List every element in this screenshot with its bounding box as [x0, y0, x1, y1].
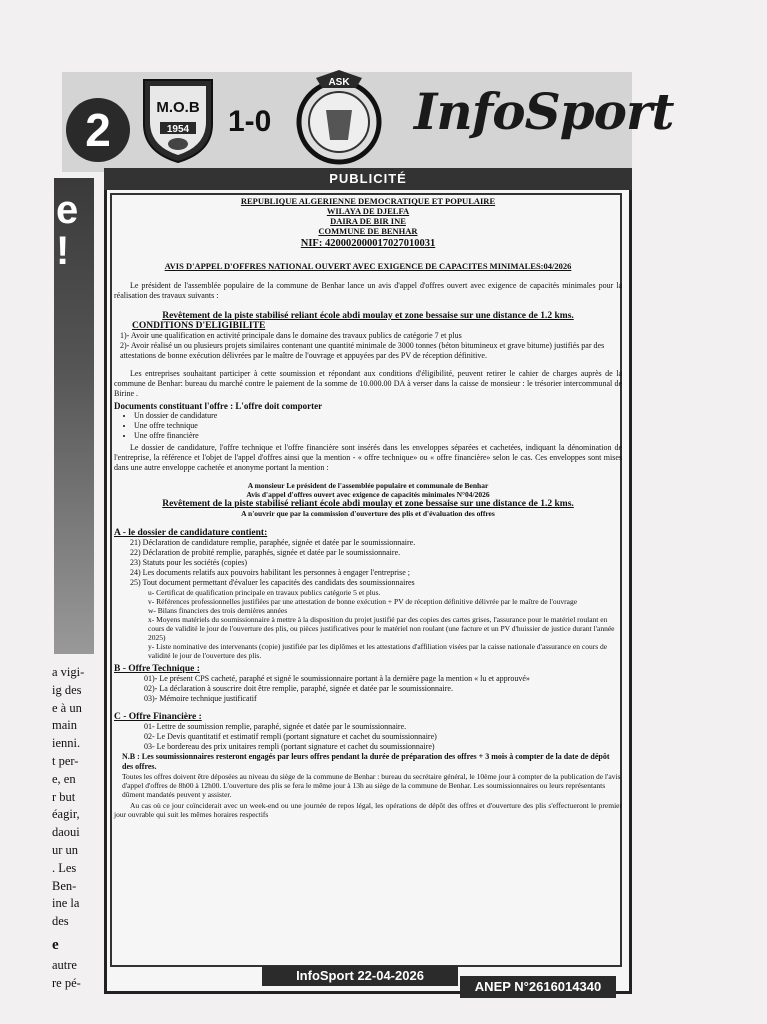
left-column-line: éagir, [52, 807, 80, 822]
section-a-item: 23) Statuts pour les sociétés (copies) [130, 558, 248, 567]
club-crest-icon [296, 70, 382, 170]
condition-item: 1)- Avoir une qualification en activité principale dans le domaine des travaux publics de catégorie 7 et plus [120, 331, 462, 340]
section-a-subitem: x- Moyens matériels du soumissionnaire à mettre à la disposition du projet justifié par des copies des cartes grises, l'assurance pour le matériel roulant en cours de validité le jour de l'ouverture des plis, ou pièces justificatives pour le matériel non roulant (une facture et un PV d'huissier de justice durant l'année 2025) [148, 615, 615, 642]
left-headline-mark: ! [56, 229, 70, 273]
section-a-subitem: y- Liste nominative des intervenants (copie) justifiée par les diplômes et les attestations d'affiliation visées par la caisse nationale d'assurance en cours de validité le jour de l'ouverture des plis. [148, 642, 608, 660]
address-line-1: A monsieur Le président de l'assemblée populaire et communale de Benhar [247, 481, 489, 490]
left-column-line: t per- [52, 753, 79, 768]
section-b-item: 02)- La déclaration à souscrire doit être remplie, paraphé, signée et datée par le soumissionnaire. [144, 684, 453, 693]
section-b-item: 01)- Le présent CPS cacheté, paraphé et signé le soumissionnaire portant à la dernière page la mention « lu et approuvé» [144, 674, 530, 683]
footer-date: InfoSport 22-04-2026 [262, 966, 458, 986]
section-b-items [144, 674, 622, 704]
section-c-title: C - Offre Financière : [114, 712, 202, 722]
enveloppes-paragraph: Le dossier de candidature, l'offre technique et l'offre financière sont insérés dans les enveloppes séparées et cachetées, indiquant la dénomination de l'entreprise, la référence et l'objet de l'appel d'offres ainsi que la mention - « offre technique» ou « offre financière» selon le cas. Ces enveloppes sont mises dans une autre enveloppe cachetée et anonyme portant la mention : [114, 443, 622, 472]
left-column-line: autre [52, 958, 77, 972]
section-a-item: 24) Les documents relatifs aux pouvoirs habilitant les personnes à engager l'entreprise ; [130, 568, 411, 577]
conditions-list [120, 331, 622, 361]
intro-paragraph: Le président de l'assemblée populaire de la commune de Benhar lance un avis d'appel d'offres ouvert avec exigence de capacités minimales pour la réalisation des travaux suivants : [114, 281, 622, 300]
address-line-2: Avis d'appel d'offres ouvert avec exigence de capacités minimales N°04/2026 [246, 490, 490, 499]
address-line-3: A n'ouvrir que par la commission d'ouverture des plis et d'évaluation des offres [241, 509, 495, 518]
left-column-line: . Les [52, 860, 77, 875]
nb-note: N.B : Les soumissionnaires resteront engagés par leurs offres pendant la durée de préparation des offres + 3 mois à compter de la date de dépôt des offres. [122, 752, 610, 771]
announcement-content [114, 194, 622, 819]
section-c-item: 03- Le bordereau des prix unitaires rempli (portant signature et cachet du soumissionnaire) [144, 742, 435, 751]
header-republic: REPUBLIQUE ALGERIENNE DEMOCRATIQUE ET POPULAIRE [240, 196, 496, 206]
section-c-item: 01- Lettre de soumission remplie, paraphé, signée et datée par le soumissionnaire. [144, 722, 407, 731]
section-a-item: 22) Déclaration de probité remplie, paraphés, signée et datée par le soumissionnaire. [130, 548, 401, 557]
section-a-subitem: u- Certificat de qualification principale en travaux publics catégorie 5 et plus. [148, 588, 381, 597]
section-a-items [130, 538, 622, 588]
brand-logo: InfoSport [414, 82, 674, 141]
left-headline-fragment [56, 188, 78, 274]
condition-item: 2)- Avoir réalisé un ou plusieurs projets similaires contenant une quantité minimale de 3000 tonnes (béton bitumineux et grave bitume) justifiés par des attestations de bonne exécution délivrées par le maître de l'ouvrage et appuyées par des PV de réception définitive. [120, 341, 605, 360]
left-column-line: r but [52, 789, 76, 804]
left-column-line: ine la [52, 896, 80, 911]
section-c-items [144, 722, 622, 752]
page-number-badge: 2 [66, 98, 130, 162]
depot-paragraph: Toutes les offres doivent être déposées au niveau du siège de la commune de Benhar : bureau du secrétaire général, le 10ème jour à compter de la publication de l'avis d'appel d'offres de 8h00 à 12h00. L'ouverture des plis se fera le même jour à 13h au siège de la commune de Benhar. Les soumissionnaires ou leurs représentants dûment mandatés peuvent y assister. [122, 772, 621, 799]
club-left-year: 1954 [166, 124, 190, 135]
documents-title: Documents constituant l'offre : L'offre doit comporter [114, 401, 323, 411]
header-daira: DAIRA DE BIR INE [330, 216, 406, 226]
left-column-line: ur un [52, 842, 79, 857]
left-column-line: e, en [52, 771, 76, 786]
left-article-column [52, 664, 94, 955]
section-a-subitem: w- Bilans financiers des trois dernières années [148, 606, 288, 615]
publicite-bar: PUBLICITÉ [104, 168, 632, 190]
left-column-line: ig des [52, 682, 82, 697]
nif-number: NIF: 420002000017027010031 [300, 238, 436, 249]
left-column-line: des [52, 914, 69, 929]
left-column-line: Ben- [52, 878, 77, 893]
document-item: • Un dossier de candidature [134, 411, 622, 421]
section-b-item: 03)- Mémoire technique justificatif [144, 694, 257, 703]
header-wilaya: WILAYA DE DJELFA [326, 206, 410, 216]
section-c-item: 02- Le Devis quantitatif et estimatif rempli (portant signature et cachet du soumissionnaire) [144, 732, 437, 741]
section-a-subitems [148, 588, 622, 660]
retrait-paragraph: Les entreprises souhaitant participer à cette soumission et répondant aux conditions d'éligibilité, peuvent retirer le cahier de charges auprès de la commune de Benhar: bureau du marché contre le paiement de la somme de 10.000.00 DA à verser dans la caisse de monsieur : le trésorier intercommunal de Birine . [114, 369, 622, 398]
avis-title: AVIS D'APPEL D'OFFRES NATIONAL OUVERT AVEC EXIGENCE DE CAPACITES MINIMALES:04/2026 [164, 261, 572, 271]
document-item: • Une offre financière [134, 431, 622, 441]
weekend-paragraph: Au cas où ce jour coïnciderait avec un week-end ou une journée de repos légal, les opérations de dépôt des offres et d'ouverture des plis s'effectueront le premier jour ouvrable qui suit les mêmes horaires respectifs [114, 801, 622, 819]
project-object: Revêtement de la piste stabilisé reliant école abdi moulay et zone bessaise sur une distance de 1.2 kms. [162, 311, 574, 321]
documents-list [114, 411, 622, 441]
left-article-column-bottom [52, 956, 94, 992]
club-shield-icon [138, 76, 218, 164]
document-item: • Une offre technique [134, 421, 622, 431]
left-column-line: e [52, 936, 59, 953]
conditions-title: CONDITIONS D'ELIGIBILITE [132, 321, 266, 331]
left-column-line: ienni. [52, 736, 81, 751]
section-a-item: 21) Déclaration de candidature remplie, paraphée, signée et datée par le soumissionnaire. [130, 538, 416, 547]
left-column-line: a vigi- [52, 665, 85, 679]
footer-anep: ANEP N°2616014340 [460, 976, 616, 998]
left-column-line: main [52, 718, 77, 733]
section-a-item: 25) Tout document permettant d'évaluer les capacités des candidats des soumissionnaires [130, 578, 415, 587]
header-commune: COMMUNE DE BENHAR [318, 226, 418, 236]
section-a-subitem: v- Références professionnelles justifiées par une attestation de bonne exécution + PV de réception définitive délivrée par le maître de l'ouvrage [148, 597, 578, 606]
project-object-repeat: Revêtement de la piste stabilisé reliant école abdi moulay et zone bessaise sur une distance de 1.2 kms. [162, 499, 574, 509]
left-column-line: daoui [52, 825, 80, 840]
section-a-title: A - le dossier de candidature contient: [114, 528, 268, 538]
left-column-line: re pé- [52, 976, 81, 990]
club-right-name: ASK [328, 77, 350, 88]
left-headline-letter: e [56, 188, 79, 232]
left-column-line: e à un [52, 700, 82, 715]
match-score: 1-0 [228, 105, 272, 138]
section-b-title: B - Offre Technique : [114, 664, 200, 674]
club-left-name: M.O.B [156, 99, 200, 116]
